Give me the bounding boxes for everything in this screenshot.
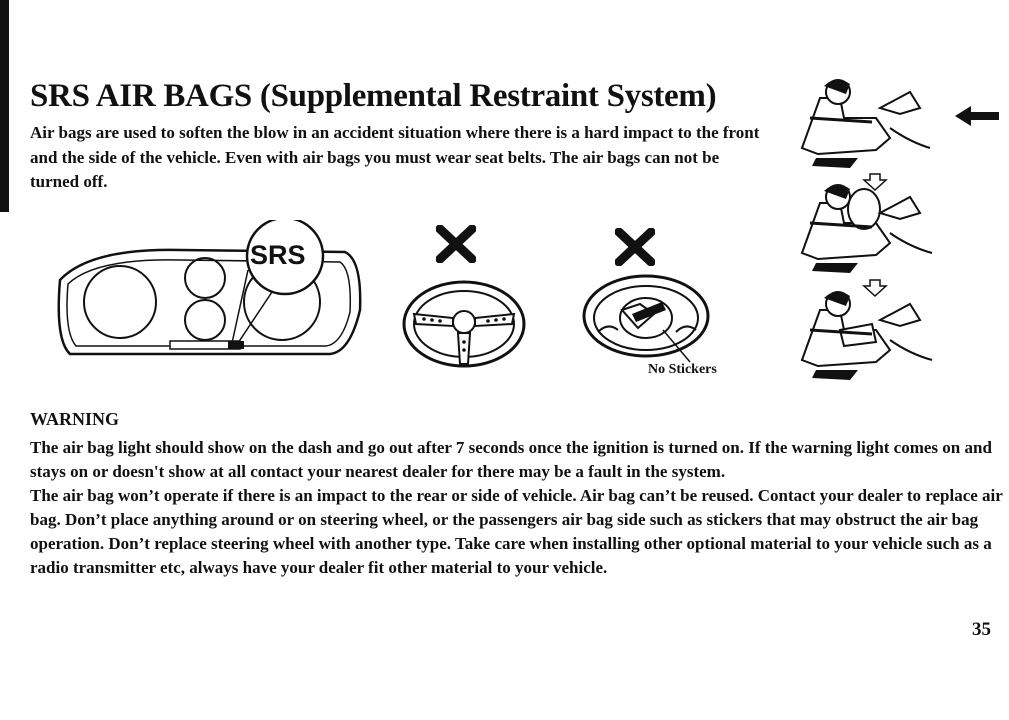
scan-edge-bar <box>0 0 9 212</box>
instrument-cluster-icon <box>50 220 370 365</box>
arrow-left-icon <box>953 104 1001 128</box>
warning-paragraph: The air bag won’t operate if there is an impact to the rear or side of vehicle. Air bag can’t be reused. Contact your dealer to replace air bag. Don’t place anything around or on steering wheel, or the passengers air bag side such as stickers that may obstruct the air bag operation. Don’t replace steering wheel with another type. Take care when installing other optional material to your vehicle such as a radio transmitter etc, always have your dealer fit other material to your vehicle. <box>30 486 1003 577</box>
steering-wheel-icon <box>400 278 528 370</box>
intro-text: Air bags are used to soften the blow in an accident situation where there is a hard impact to the front and the side of the vehicle. Even with air bags you must wear seat belts. The air bags can not be turned off. <box>30 123 760 191</box>
instrument-cluster-figure <box>50 220 370 365</box>
srs-label: SRS <box>250 240 306 270</box>
page-number: 35 <box>972 619 991 640</box>
airbag-deploy-sequence-icon <box>780 68 955 390</box>
warning-body <box>30 436 1005 580</box>
warning-paragraph: The air bag light should show on the dash and go out after 7 seconds once the ignition is turned on. If the warning light comes on and stays on or doesn't show at all contact your nearest dealer for there may be a fault in the system. <box>30 438 992 481</box>
cross-mark-icon <box>436 225 476 263</box>
cross-mark-icon <box>615 228 655 266</box>
warning-heading: WARNING <box>30 409 120 429</box>
no-stickers-label: No Stickers <box>648 362 717 377</box>
steering-wheel-icon <box>578 270 738 370</box>
page-title: SRS AIR BAGS (Supplemental Restraint System) <box>30 78 717 114</box>
